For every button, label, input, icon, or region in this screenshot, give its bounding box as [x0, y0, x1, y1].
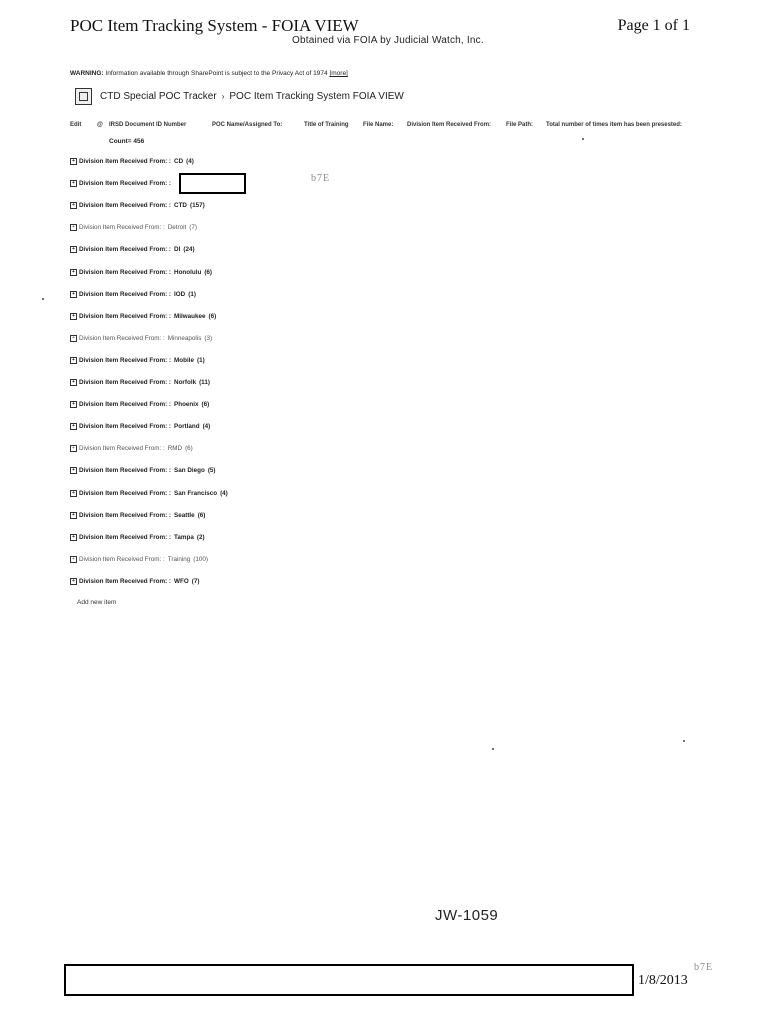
- group-count: (6): [185, 445, 193, 453]
- group-name: Detroit: [167, 224, 187, 232]
- group-row[interactable]: [70, 556, 208, 563]
- group-count: (6): [197, 511, 206, 519]
- add-new-item-link[interactable]: Add new item: [77, 599, 117, 606]
- group-row[interactable]: [70, 202, 205, 209]
- group-prefix: Division Item Received From: :: [79, 423, 172, 431]
- group-name: Minneapolis: [167, 334, 202, 342]
- column-header-row: [70, 122, 760, 134]
- group-name: RMD: [167, 445, 183, 453]
- page-number: Page 1 of 1: [617, 17, 690, 34]
- group-prefix: Division Item Received From: :: [79, 290, 172, 298]
- group-prefix: Division Item Received From: :: [79, 401, 172, 409]
- group-count: (1): [196, 356, 205, 364]
- group-row[interactable]: [70, 180, 177, 187]
- group-row[interactable]: [70, 357, 205, 364]
- column-doc-id[interactable]: IRSD Document ID Number: [109, 122, 187, 128]
- print-date: 1/8/2013: [638, 973, 688, 988]
- group-count: (6): [201, 401, 210, 409]
- breadcrumb-separator: ›: [221, 92, 225, 101]
- group-row[interactable]: [70, 512, 205, 519]
- column-training[interactable]: Title of Training: [304, 122, 349, 128]
- attachment-icon[interactable]: @: [97, 122, 103, 128]
- group-prefix: Division Item Received From: :: [79, 158, 172, 165]
- redaction-box: [179, 173, 246, 194]
- expand-icon[interactable]: +: [70, 202, 77, 209]
- group-name: San Diego: [174, 467, 205, 475]
- column-file-path[interactable]: File Path:: [506, 122, 534, 128]
- group-prefix: Division Item Received From: :: [79, 533, 172, 541]
- expand-icon[interactable]: +: [70, 291, 77, 298]
- group-prefix: Division Item Received From: :: [79, 489, 172, 497]
- expand-icon[interactable]: +: [70, 534, 77, 541]
- group-prefix: Division Item Received From: :: [79, 356, 172, 364]
- group-name: Mobile: [174, 356, 194, 364]
- foia-watermark: Obtained via FOIA by Judicial Watch, Inc.: [292, 35, 484, 46]
- column-division[interactable]: Division Item Received From:: [407, 122, 492, 128]
- privacy-warning: [70, 70, 348, 77]
- group-count: (5): [207, 467, 216, 475]
- group-count: (24): [183, 246, 195, 254]
- expand-icon[interactable]: +: [70, 357, 77, 364]
- group-prefix: Division Item Received From: :: [79, 379, 172, 386]
- warning-label: WARNING:: [70, 70, 104, 77]
- group-name: Portland: [174, 423, 200, 431]
- item-count: Count= 456: [109, 138, 145, 145]
- group-prefix: Division Item Received From: :: [79, 312, 172, 320]
- expand-icon[interactable]: +: [70, 578, 77, 585]
- group-name: Seattle: [174, 511, 195, 519]
- expand-icon[interactable]: +: [70, 180, 77, 187]
- group-row[interactable]: [70, 246, 195, 253]
- column-total[interactable]: Total number of times item has been presested:: [546, 122, 682, 128]
- exemption-mark-footer: b7E: [694, 962, 714, 973]
- group-name: CTD: [174, 202, 187, 210]
- group-count: (100): [193, 555, 208, 563]
- group-count: (6): [204, 268, 213, 276]
- expand-icon[interactable]: +: [70, 246, 77, 253]
- warning-text: Information available through SharePoint is subject to the Privacy Act of 1974: [105, 70, 328, 77]
- expand-icon[interactable]: +: [70, 445, 77, 452]
- group-count: (4): [186, 158, 194, 165]
- group-count: (3): [204, 334, 213, 342]
- expand-icon[interactable]: +: [70, 490, 77, 497]
- group-count: (2): [196, 533, 205, 541]
- more-link[interactable]: [more]: [329, 70, 348, 77]
- column-poc[interactable]: POC Name/Assigned To:: [212, 122, 283, 128]
- expand-icon[interactable]: +: [70, 335, 77, 342]
- group-prefix: Division Item Received From: :: [79, 268, 172, 276]
- scan-speck: [683, 740, 685, 742]
- group-count: (11): [199, 379, 210, 386]
- group-prefix: Division Item Received From: :: [79, 577, 172, 585]
- group-row[interactable]: [70, 379, 210, 386]
- group-row[interactable]: [70, 534, 205, 541]
- group-name: Tampa: [174, 533, 194, 541]
- group-prefix: Division Item Received From: :: [79, 555, 165, 563]
- expand-icon[interactable]: +: [70, 401, 77, 408]
- group-name: CD: [174, 158, 184, 165]
- group-name: Honolulu: [174, 268, 202, 276]
- group-name: WFO: [174, 577, 189, 585]
- group-prefix: Division Item Received From: :: [79, 224, 165, 232]
- group-count: (7): [189, 224, 197, 232]
- group-count: (4): [220, 489, 228, 497]
- group-count: (7): [191, 577, 200, 585]
- group-row[interactable]: [70, 335, 212, 342]
- breadcrumb: [75, 88, 404, 105]
- expand-icon[interactable]: +: [70, 512, 77, 519]
- group-count: (157): [189, 202, 205, 210]
- scan-speck: [582, 138, 584, 140]
- group-name: IOD: [174, 290, 186, 298]
- group-row[interactable]: [70, 401, 209, 408]
- exemption-mark: b7E: [311, 173, 331, 184]
- group-row[interactable]: [70, 313, 216, 320]
- breadcrumb-current: POC Item Tracking System FOIA VIEW: [229, 91, 404, 102]
- group-name: Milwaukee: [174, 312, 206, 320]
- group-prefix: Division Item Received From: :: [79, 467, 172, 475]
- group-prefix: Division Item Received From: :: [79, 180, 172, 188]
- group-count: (6): [208, 312, 217, 320]
- group-name: San Francisco: [174, 489, 218, 497]
- column-edit[interactable]: Edit: [70, 122, 82, 128]
- expand-icon[interactable]: +: [70, 158, 77, 165]
- group-row[interactable]: [70, 578, 199, 585]
- group-row[interactable]: [70, 224, 197, 231]
- group-name: Norfolk: [174, 379, 197, 386]
- group-prefix: Division Item Received From: :: [79, 334, 165, 342]
- expand-icon[interactable]: +: [70, 379, 77, 386]
- group-prefix: Division Item Received From: :: [79, 445, 165, 453]
- group-row[interactable]: [70, 269, 212, 276]
- group-prefix: Division Item Received From: :: [79, 202, 172, 210]
- group-count: (4): [202, 423, 211, 431]
- group-row[interactable]: [70, 158, 194, 165]
- group-name: Training: [167, 555, 191, 563]
- expand-icon[interactable]: +: [70, 269, 77, 276]
- group-prefix: Division Item Received From: :: [79, 246, 172, 254]
- group-row[interactable]: [70, 291, 196, 298]
- scan-speck: [492, 748, 494, 750]
- expand-icon[interactable]: +: [70, 224, 77, 231]
- page-title: POC Item Tracking System - FOIA VIEW: [70, 16, 359, 35]
- group-prefix: Division Item Received From: :: [79, 511, 172, 519]
- group-count: (1): [188, 290, 196, 298]
- group-row[interactable]: [70, 490, 228, 497]
- group-name: DI: [174, 246, 181, 254]
- column-file-name[interactable]: File Name:: [363, 122, 394, 128]
- group-name: Phoenix: [174, 401, 199, 409]
- group-row[interactable]: [70, 445, 193, 452]
- expand-icon[interactable]: +: [70, 423, 77, 430]
- group-row[interactable]: [70, 467, 216, 474]
- expand-icon[interactable]: +: [70, 467, 77, 474]
- redaction-box-footer: [64, 964, 634, 996]
- scan-speck: [42, 298, 44, 300]
- breadcrumb-site[interactable]: CTD Special POC Tracker: [100, 91, 217, 102]
- site-icon: [75, 88, 92, 105]
- group-row[interactable]: [70, 423, 210, 430]
- bates-number: JW-1059: [435, 907, 499, 924]
- expand-icon[interactable]: +: [70, 313, 77, 320]
- expand-icon[interactable]: +: [70, 556, 77, 563]
